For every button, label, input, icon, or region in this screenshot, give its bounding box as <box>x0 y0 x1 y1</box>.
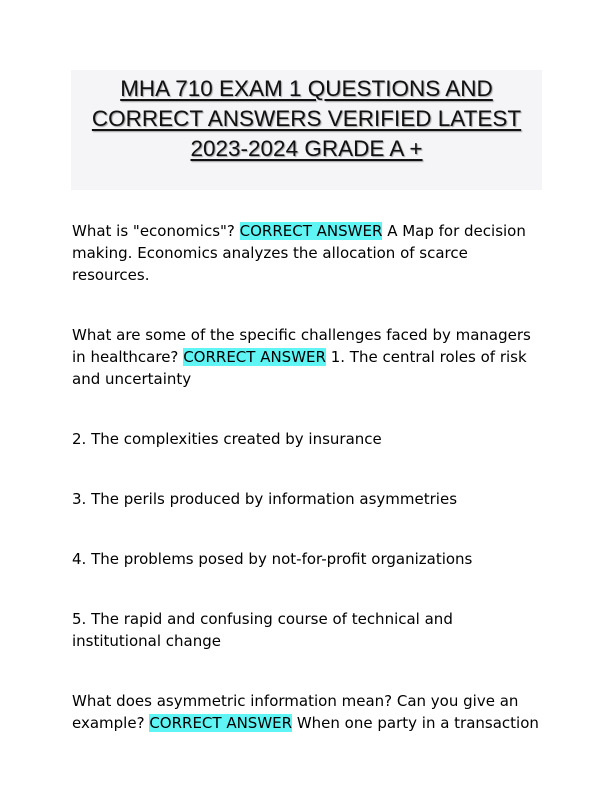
answer-list-item: 2. The complexities created by insurance <box>72 430 382 448</box>
question-text: What does asymmetric information mean? Can you give an example? <box>72 692 519 732</box>
title-banner <box>71 70 542 190</box>
correct-answer-label: CORRECT ANSWER <box>149 714 293 732</box>
correct-answer-label: CORRECT ANSWER <box>239 222 383 240</box>
answer-text: 1. The central roles of risk and uncertainty <box>72 348 527 388</box>
question-text: What are some of the specific challenges faced by managers in healthcare? <box>72 326 531 366</box>
answer-text: When one party in a transaction <box>296 714 539 732</box>
answer-list-item: 3. The perils produced by information asymmetries <box>72 490 458 508</box>
document-title: MHA 710 EXAM 1 QUESTIONS AND CORRECT ANSWERS VERIFIED LATEST 2023-2024 GRADE A + <box>91 76 522 161</box>
answer-text: A Map for decision making. Economics analyzes the allocation of scarce resources. <box>72 222 526 284</box>
qa-item <box>72 690 542 734</box>
answer-list-item: 4. The problems posed by not-for-profit organizations <box>72 550 473 568</box>
document-body <box>72 220 542 772</box>
answer-list-item: 5. The rapid and confusing course of technical and institutional change <box>72 610 453 650</box>
question-text: What is "economics"? <box>72 222 235 240</box>
correct-answer-label: CORRECT ANSWER <box>183 348 326 366</box>
qa-item <box>72 324 542 390</box>
qa-item <box>72 220 542 286</box>
